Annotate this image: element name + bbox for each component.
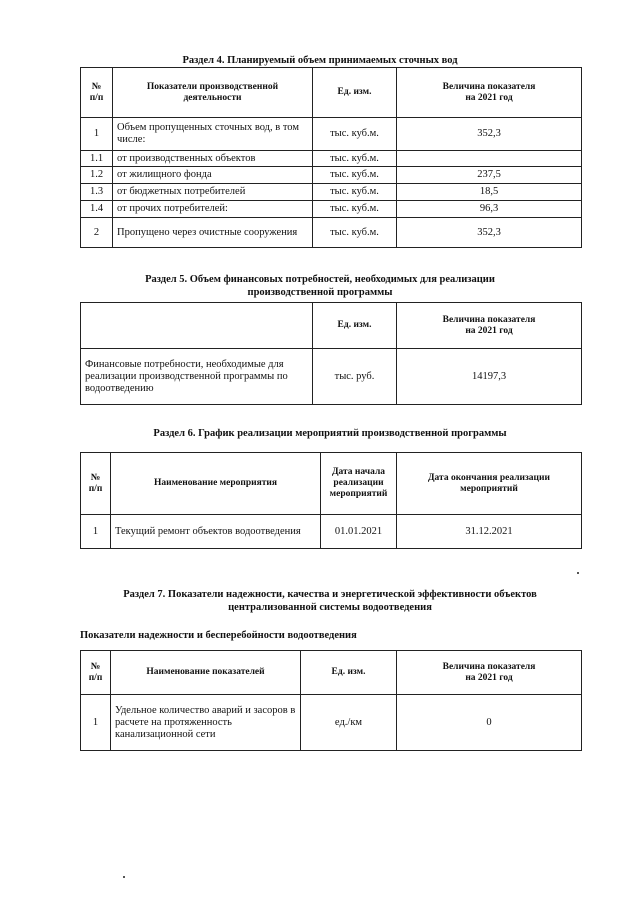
name-header: Наименование мероприятия: [111, 453, 321, 515]
start-date-header: Дата начала реализации мероприятий: [321, 453, 397, 515]
row-value: 352,3: [397, 218, 582, 248]
table-row: [81, 184, 582, 201]
table-row: [81, 515, 582, 549]
row-value: [397, 151, 582, 167]
section5-header-row: [81, 303, 582, 349]
row-unit: тыс. руб.: [313, 349, 397, 405]
end-date-header: Дата окончания реализации мероприятий: [397, 453, 582, 515]
table-row: [81, 151, 582, 167]
row-unit: тыс. куб.м.: [313, 151, 397, 167]
row-unit: тыс. куб.м.: [313, 201, 397, 218]
num-header: № п/п: [81, 651, 111, 695]
table-row: [81, 349, 582, 405]
table-row: [81, 167, 582, 184]
section4-table: [80, 67, 582, 248]
scan-speck: [123, 876, 125, 878]
unit-header: Ед. изм.: [301, 651, 397, 695]
section6-header-row: [81, 453, 582, 515]
empty-header: [81, 303, 313, 349]
scan-speck: [577, 572, 579, 574]
unit-header: Ед. изм.: [313, 68, 397, 118]
num-header: № п/п: [81, 68, 113, 118]
row-num: 1: [81, 515, 111, 549]
section7-header-row: [81, 651, 582, 695]
section4-header-row: [81, 68, 582, 118]
row-unit: тыс. куб.м.: [313, 167, 397, 184]
row-unit: тыс. куб.м.: [313, 118, 397, 151]
row-num: 1: [81, 118, 113, 151]
row-num: 1.4: [81, 201, 113, 218]
row-name: Объем пропущенных сточных вод, в том числе:: [113, 118, 313, 151]
indicator-header: Показатели производственной деятельности: [113, 68, 313, 118]
row-num: 1: [81, 695, 111, 751]
row-unit: ед./км: [301, 695, 397, 751]
section7-subtitle: Показатели надежности и бесперебойности водоотведения: [80, 630, 357, 641]
section6-title: Раздел 6. График реализации мероприятий производственной программы: [153, 428, 507, 439]
row-name: от жилищного фонда: [113, 167, 313, 184]
row-num: 1.1: [81, 151, 113, 167]
row-name: от прочих потребителей:: [113, 201, 313, 218]
row-unit: тыс. куб.м.: [313, 184, 397, 201]
row-value: 237,5: [397, 167, 582, 184]
row-num: 1.3: [81, 184, 113, 201]
table-row: [81, 695, 582, 751]
section6-table: [80, 452, 582, 549]
row-start-date: 01.01.2021: [321, 515, 397, 549]
row-name: Удельное количество аварий и засоров в расчете на протяженность канализационной сети: [111, 695, 301, 751]
section7-title: Раздел 7. Показатели надежности, качества и энергетической эффективности объектов централизованной системы водоотведения: [123, 589, 537, 613]
name-header: Наименование показателей: [111, 651, 301, 695]
row-end-date: 31.12.2021: [397, 515, 582, 549]
row-num: 1.2: [81, 167, 113, 184]
unit-header: Ед. изм.: [313, 303, 397, 349]
row-value: 96,3: [397, 201, 582, 218]
value-header: Величина показателя на 2021 год: [397, 303, 582, 349]
value-header: Величина показателя на 2021 год: [397, 68, 582, 118]
row-name: Пропущено через очистные сооружения: [113, 218, 313, 248]
row-num: 2: [81, 218, 113, 248]
row-unit: тыс. куб.м.: [313, 218, 397, 248]
row-name: от бюджетных потребителей: [113, 184, 313, 201]
row-value: 18,5: [397, 184, 582, 201]
value-header: Величина показателя на 2021 год: [397, 651, 582, 695]
num-header: № п/п: [81, 453, 111, 515]
section7-table: [80, 650, 582, 751]
row-value: 352,3: [397, 118, 582, 151]
table-row: [81, 201, 582, 218]
row-value: 14197,3: [397, 349, 582, 405]
row-name: Финансовые потребности, необходимые для реализации производственной программы по водоотведению: [81, 349, 313, 405]
section4-title: Раздел 4. Планируемый объем принимаемых сточных вод: [182, 55, 458, 66]
section5-title: Раздел 5. Объем финансовых потребностей, необходимых для реализации производственной программы: [145, 274, 495, 298]
row-name: от производственных объектов: [113, 151, 313, 167]
table-row: [81, 118, 582, 151]
row-name: Текущий ремонт объектов водоотведения: [111, 515, 321, 549]
row-value: 0: [397, 695, 582, 751]
section5-table: [80, 302, 582, 405]
table-row: [81, 218, 582, 248]
